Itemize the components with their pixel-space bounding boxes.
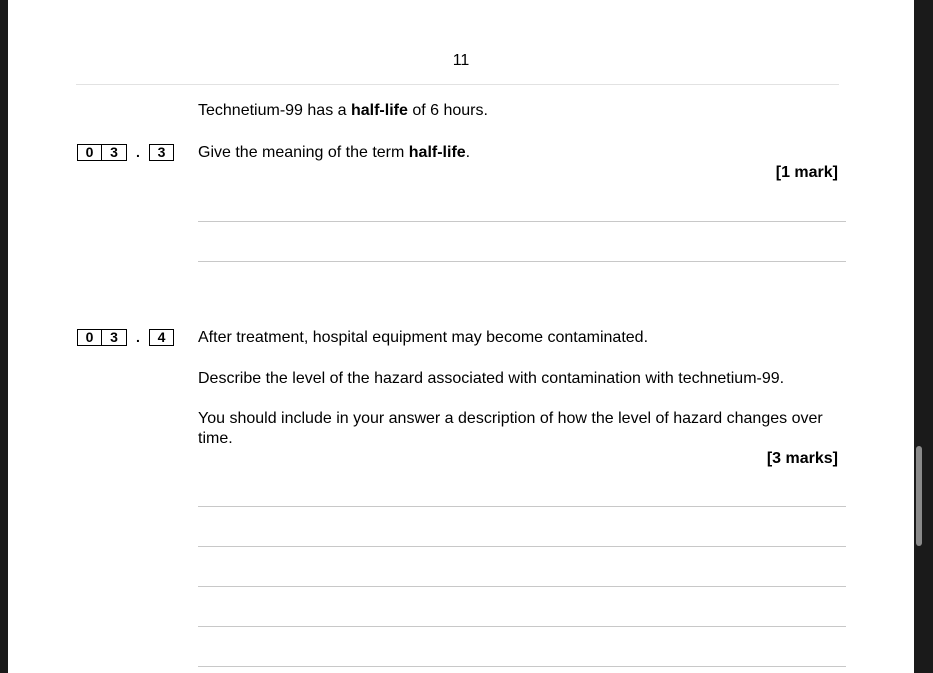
question-digit: 0: [77, 329, 102, 346]
question-03-3-text: [198, 143, 470, 163]
answer-line: [198, 626, 846, 627]
question-dot: .: [136, 144, 140, 160]
question-digit: 3: [102, 329, 127, 346]
answer-line: [198, 546, 846, 547]
answer-line: [198, 666, 846, 667]
header-divider: [76, 84, 839, 85]
question-03-4-guidance: You should include in your answer a description of how the level of hazard changes over time.: [198, 410, 823, 447]
question-bold-term: half-life: [408, 144, 466, 161]
answer-line: [198, 221, 846, 222]
question-03-4-text: After treatment, hospital equipment may become contaminated.: [198, 329, 649, 346]
question-03-4-instruction: Describe the level of the hazard associated with contamination with technetium-99.: [198, 370, 785, 387]
question-digit: 0: [77, 144, 102, 161]
intro-statement: [198, 101, 488, 121]
vertical-scrollbar-thumb[interactable]: [916, 446, 922, 546]
question-text-end: .: [465, 144, 471, 161]
answer-line: [198, 506, 846, 507]
exam-page: [8, 0, 914, 673]
intro-bold-term: half-life: [350, 102, 408, 119]
question-digit: 3: [149, 144, 174, 161]
page-number: 11: [452, 52, 470, 69]
question-text: Give the meaning of the term: [198, 144, 409, 161]
intro-text: Technetium-99 has a: [198, 102, 351, 119]
answer-line: [198, 586, 846, 587]
marks-label-03-3: [1 mark]: [775, 164, 838, 181]
question-digit: 3: [102, 144, 127, 161]
intro-text-end: of 6 hours.: [407, 102, 488, 119]
marks-label-03-4: [3 marks]: [766, 450, 838, 467]
question-dot: .: [136, 329, 140, 345]
answer-line: [198, 261, 846, 262]
question-number-03-4: [77, 328, 174, 346]
question-digit: 4: [149, 329, 174, 346]
question-number-03-3: [77, 143, 174, 161]
